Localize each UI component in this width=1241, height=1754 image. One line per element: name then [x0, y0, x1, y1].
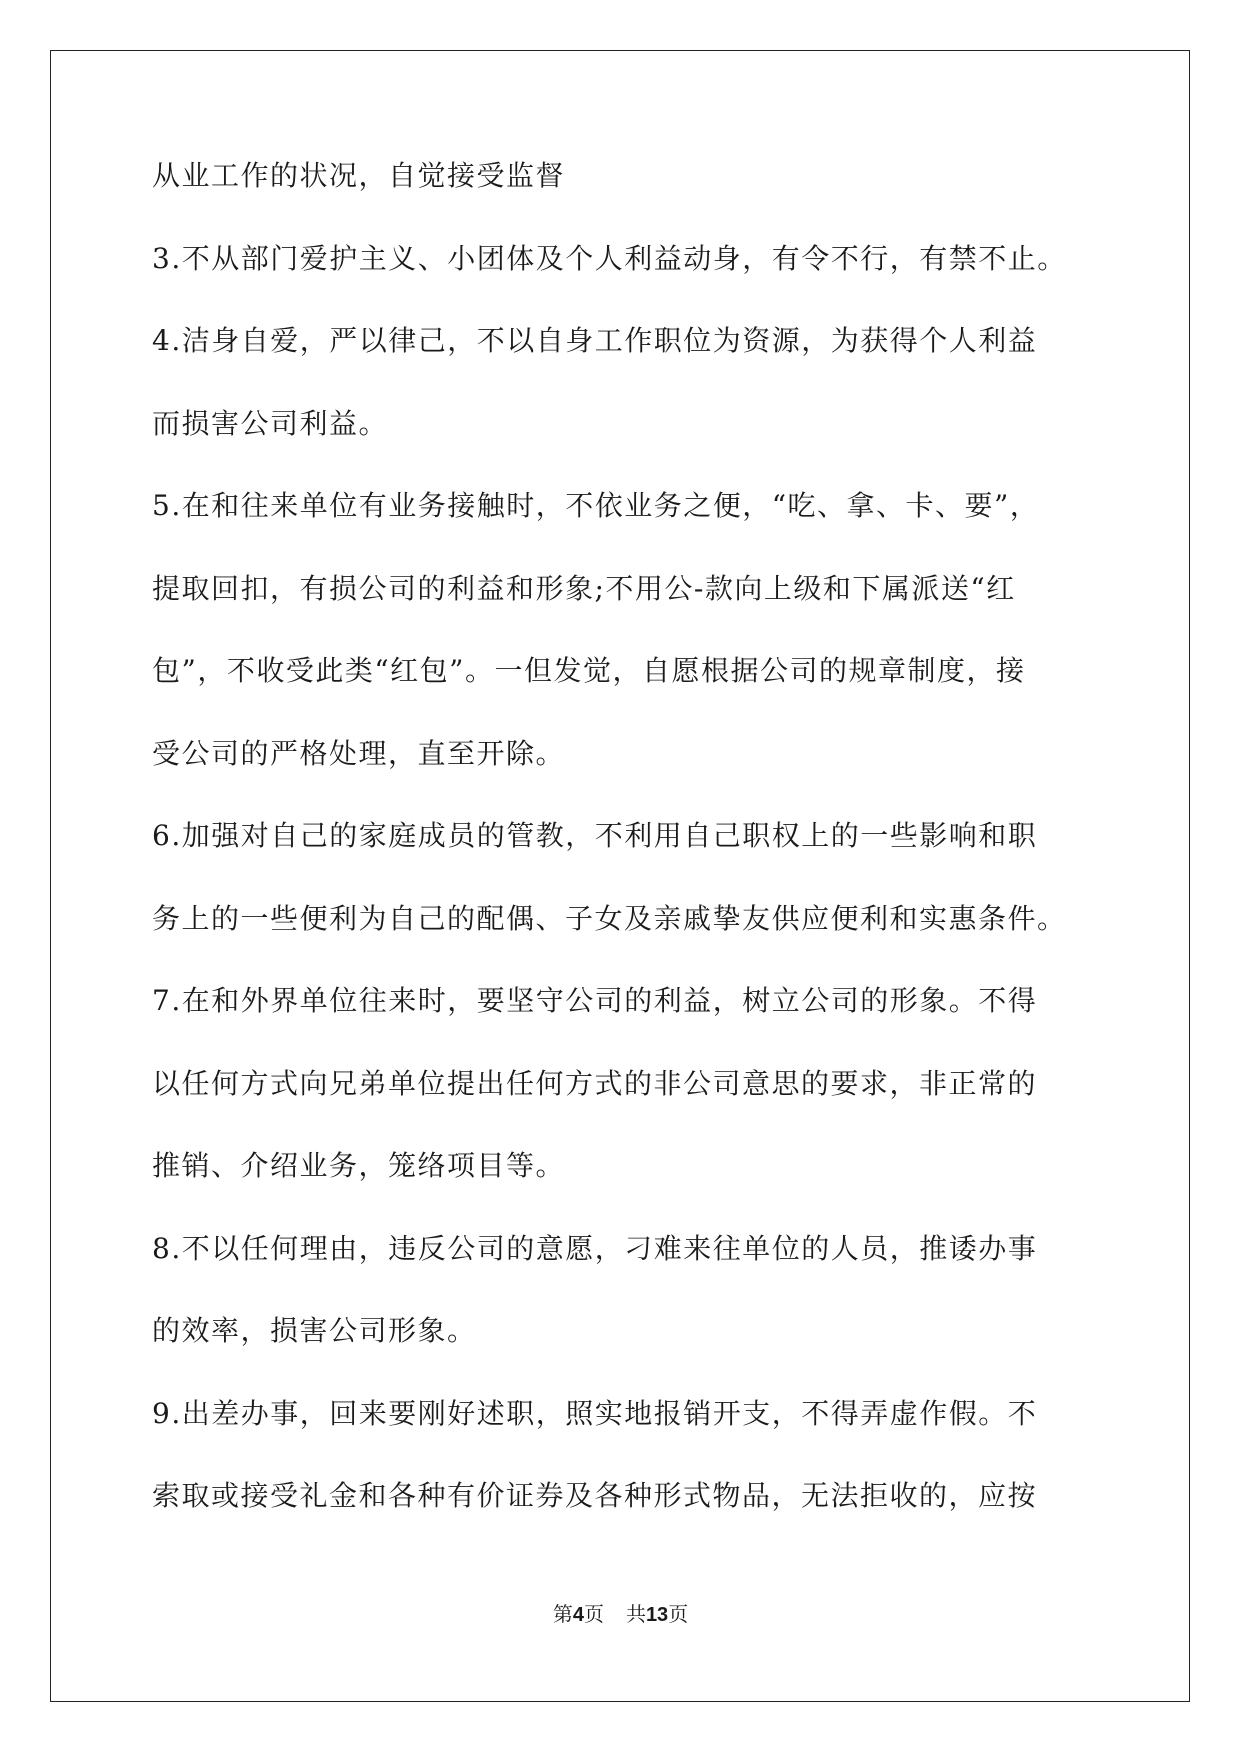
- text-line: 从业工作的状况，自觉接受监督: [152, 159, 566, 192]
- text-line: 5.在和往来单位有业务接触时，不依业务之便，“吃、拿、卡、要”，: [152, 489, 1040, 522]
- text-line: 包”，不收受此类“红包”。一但发觉，自愿根据公司的规章制度，接: [152, 654, 1026, 687]
- text-line: 的效率，损害公司形象。: [152, 1314, 477, 1347]
- page-suffix: 页: [583, 1602, 604, 1626]
- total-pages: 13: [645, 1604, 669, 1626]
- total-suffix: 页: [668, 1602, 689, 1626]
- text-line: 受公司的严格处理，直至开除。: [152, 736, 566, 770]
- text-line: 索取或接受礼金和各种有价证券及各种形式物品，无法拒收的，应按: [152, 1479, 1038, 1512]
- text-line: 推销、介绍业务，笼络项目等。: [152, 1149, 566, 1182]
- page-footer: [0, 1598, 1241, 1627]
- total-prefix: 共: [625, 1602, 646, 1626]
- text-line: 提取回扣，有损公司的利益和形象;不用公-款向上级和下属派送“红: [152, 571, 1016, 605]
- text-line: 7.在和外界单位往来时，要坚守公司的利益，树立公司的形象。不得: [152, 984, 1038, 1017]
- text-line: 而损害公司利益。: [152, 406, 389, 440]
- page-number: 4: [572, 1604, 584, 1626]
- page-prefix: 第: [552, 1602, 573, 1626]
- text-line: 3.不从部门爱护主义、小团体及个人利益动身，有令不行，有禁不止。: [152, 241, 1067, 275]
- text-line: 8.不以任何理由，违反公司的意愿，刁难来往单位的人员，推诿办事: [152, 1231, 1038, 1265]
- text-line: 9.出差办事，回来要刚好述职，照实地报销开支，不得弄虚作假。不: [152, 1396, 1038, 1430]
- text-line: 以任何方式向兄弟单位提出任何方式的非公司意思的要求，非正常的: [152, 1066, 1038, 1100]
- text-line: 6.加强对自己的家庭成员的管教，不利用自己职权上的一些影响和职: [152, 819, 1038, 852]
- text-line: 务上的一些便利为自己的配偶、子女及亲戚挚友供应便利和实惠条件。: [152, 901, 1067, 935]
- document-body: [152, 160, 1112, 1563]
- text-line: 4.洁身自爱，严以律己，不以自身工作职位为资源，为获得个人利益: [152, 324, 1038, 357]
